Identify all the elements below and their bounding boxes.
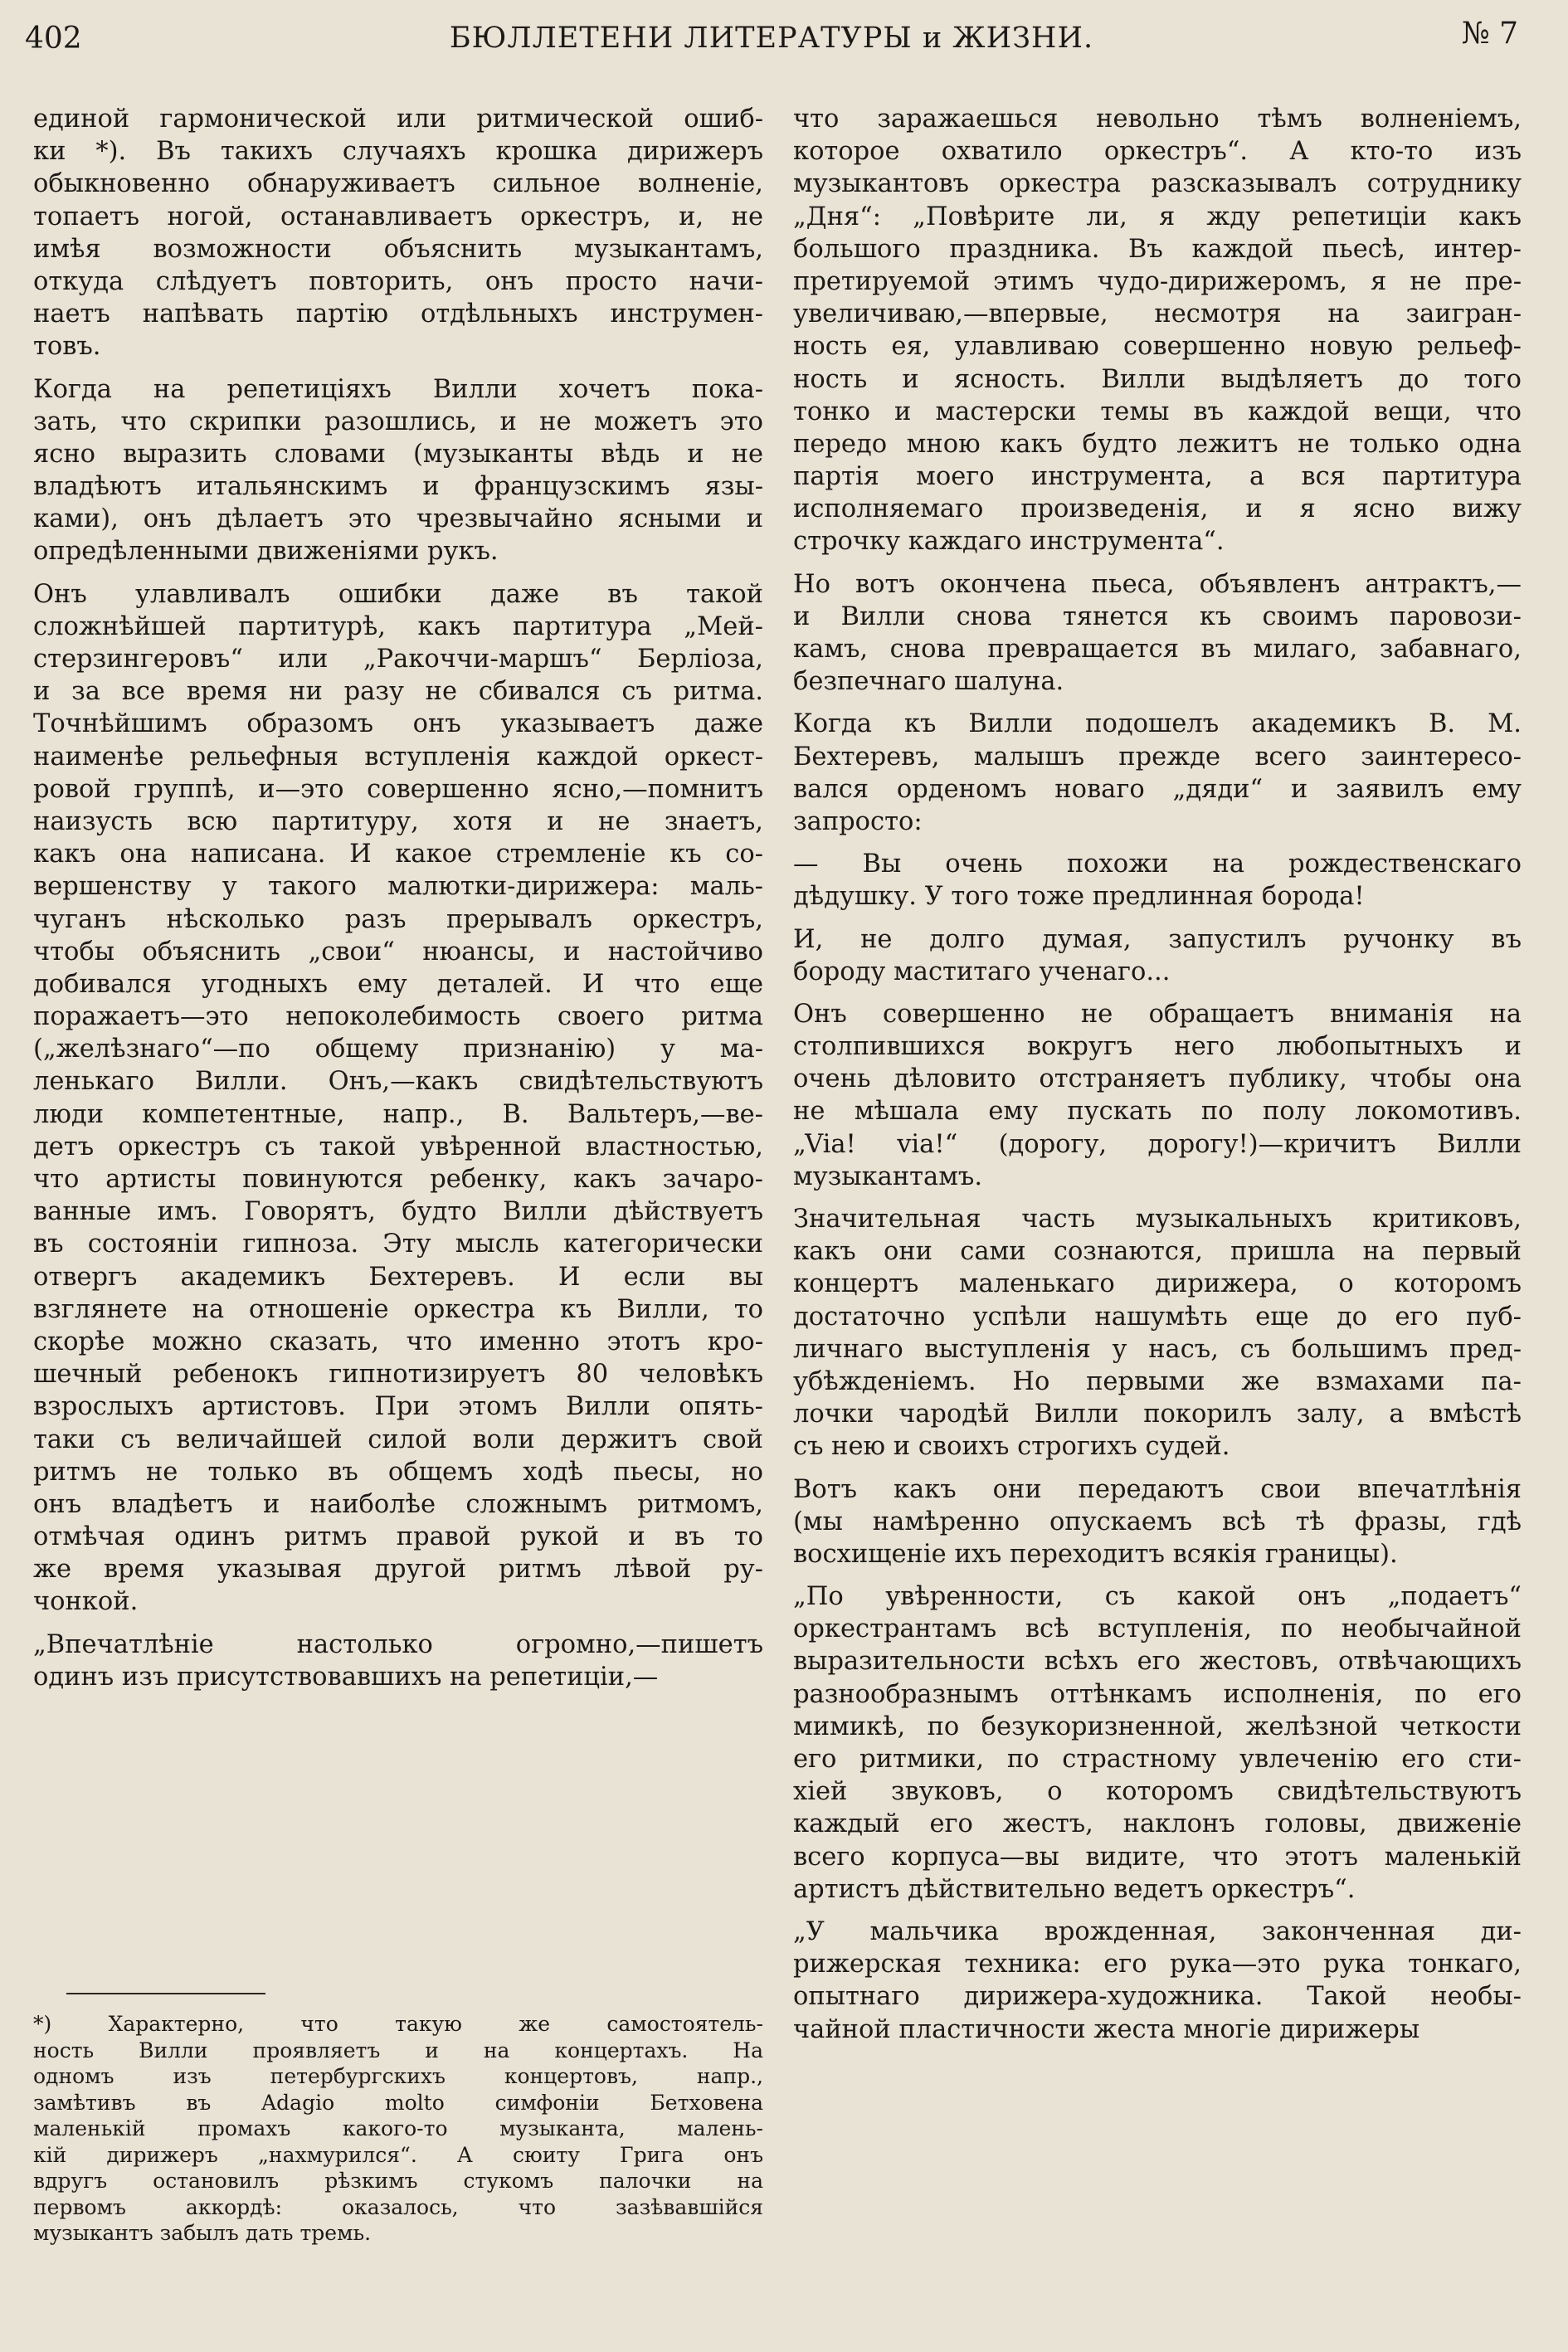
text-line: претируемой этимъ чудо-дирижеромъ, я не пре- (793, 266, 1522, 296)
text-line: и Вилли снова тянется къ своимъ паровози- (793, 601, 1522, 631)
text-line: И, не долго думая, запустилъ ручонку въ (793, 924, 1522, 954)
text-line: единой гармонической или ритмической ошиб- (33, 105, 763, 134)
text-line: хіей звуковъ, о которомъ свидѣтельствуютъ (793, 1777, 1522, 1807)
text-line: „У мальчика врожденная, законченная ди- (793, 1916, 1522, 1946)
text-line: дѣдушку. У того тоже предлинная борода! (793, 882, 1365, 912)
text-line: онъ владѣетъ и наиболѣе сложнымъ ритмомъ, (33, 1489, 763, 1519)
text-line: *) Характерно, что такую же самостоятель- (33, 2012, 763, 2036)
text-line: музыкантъ забылъ дать тремь. (33, 2221, 372, 2245)
text-line: его ритмики, по страстному увлеченію его сти- (793, 1745, 1522, 1774)
text-line: оркестрантамъ всѣ вступленія, по необычайной (793, 1614, 1522, 1644)
paragraph-gap (793, 1570, 1522, 1580)
text-line: чонкой. (33, 1587, 139, 1617)
text-line: вершенству у такого малютки-дирижера: маль- (33, 872, 763, 902)
text-line: опредѣленными движеніями рукъ. (33, 537, 499, 567)
text-line: столпившихся вокругъ него любопытныхъ и (793, 1032, 1522, 1062)
text-line: очень дѣловито отстраняетъ публику, чтобы она (793, 1064, 1522, 1094)
text-line: что заражаешься невольно тѣмъ волненіемъ, (793, 105, 1522, 134)
text-line: лочки чародѣй Вилли покорилъ залу, а вмѣстѣ (793, 1400, 1522, 1429)
paragraph-gap (793, 1463, 1522, 1473)
text-line: ки *). Въ такихъ случаяхъ крошка дирижеръ (33, 137, 763, 167)
text-line: „Via! via!“ (дорогу, дорогу!)—кричитъ Вилли (793, 1129, 1522, 1159)
text-line: въ состояніи гипноза. Эту мысль категорически (33, 1230, 763, 1259)
paragraph-gap (793, 988, 1522, 998)
text-line: убѣжденіемъ. Но первыми же взмахами па- (793, 1366, 1522, 1396)
text-line: поражаетъ—это непоколебимость своего ритма (33, 1002, 763, 1032)
text-line: какъ она написана. И какое стремленіе къ со- (33, 840, 763, 869)
text-line: тонко и мастерски темы въ каждой вещи, что (793, 397, 1522, 426)
text-line: товъ. (33, 332, 101, 362)
text-line: ность и ясность. Вилли выдѣляетъ до того (793, 364, 1522, 394)
text-line: музыкантовъ оркестра разсказывалъ сотруднику (793, 169, 1522, 199)
text-line: артистъ дѣйствительно ведетъ оркестръ“. (793, 1874, 1356, 1904)
text-line: одинъ изъ присутствовавшихъ на репетиціи,— (33, 1662, 659, 1692)
text-line: (мы намѣренно опускаемъ всѣ тѣ фразы, гдѣ (793, 1507, 1522, 1536)
text-line: взрослыхъ артистовъ. При этомъ Вилли опять- (33, 1392, 763, 1422)
text-line: Бехтеревъ, малышъ прежде всего заинтересо- (793, 742, 1522, 772)
text-line: ритмъ не только въ общемъ ходѣ пьесы, но (33, 1457, 763, 1487)
text-line: ность ея, улавливаю совершенно новую рельеф- (793, 332, 1522, 362)
paragraph-gap (793, 913, 1522, 923)
text-line: вался орденомъ новаго „дяди“ и заявилъ ему (793, 774, 1522, 804)
text-line: „По увѣренности, съ какой онъ „подаетъ“ (793, 1582, 1522, 1612)
text-line: Онъ совершенно не обращаетъ вниманія на (793, 999, 1522, 1029)
text-line: откуда слѣдуетъ повторить, онъ просто начи- (33, 266, 763, 296)
text-line: Когда къ Вилли подошелъ академикъ В. М. (793, 709, 1522, 739)
paragraph-gap (33, 1619, 763, 1629)
text-line: наименѣе рельефныя вступленія каждой оркест- (33, 742, 763, 772)
text-line: сложнѣйшей партитурѣ, какъ партитура „Мей- (33, 611, 763, 641)
text-line: чуганъ нѣсколько разъ прерывалъ оркестръ, (33, 904, 763, 934)
text-line: выразительности всѣхъ его жестовъ, отвѣчающихъ (793, 1647, 1522, 1677)
footnote-rule (66, 1993, 265, 1994)
text-line: кій дирижеръ „нахмурился“. А сюиту Грига онъ (33, 2142, 763, 2167)
paragraph-gap (33, 363, 763, 373)
text-line: не мѣшала ему пускать по полу локомотивъ. (793, 1097, 1522, 1127)
text-line: ровой группѣ, и—это совершенно ясно,—помнитъ (33, 774, 763, 804)
text-line: камъ, снова превращается въ милаго, забавнаго, (793, 635, 1522, 664)
text-line: Значительная часть музыкальныхъ критиковъ, (793, 1205, 1522, 1234)
running-header (25, 12, 1518, 70)
paragraph-gap (793, 558, 1522, 568)
text-line: обыкновенно обнаруживаетъ сильное волненіе, (33, 169, 763, 199)
text-line: строчку каждаго инструмента“. (793, 527, 1225, 557)
text-line: личнаго выступленія у насъ, съ большимъ пред- (793, 1334, 1522, 1364)
text-line: наизусть всю партитуру, хотя и не знаетъ, (33, 806, 763, 836)
text-line: — Вы очень похожи на рождественскаго (793, 850, 1522, 879)
text-line: владѣютъ итальянскимъ и французскимъ язы- (33, 472, 763, 502)
text-line: таки съ величайшей силой воли держитъ свой (33, 1424, 763, 1454)
text-line: стерзингеровъ“ или „Ракоччи-маршъ“ Берліоза, (33, 645, 763, 674)
text-line: ками), онъ дѣлаетъ это чрезвычайно ясными и (33, 504, 763, 534)
running-title: БЮЛЛЕТЕНИ ЛИТЕРАТУРЫ и ЖИЗНИ. (449, 22, 1094, 55)
text-line: безпечнаго шалуна. (793, 667, 1064, 697)
text-line: детъ оркестръ съ такой увѣренной властностью, (33, 1132, 763, 1161)
text-line: музыкантамъ. (793, 1161, 983, 1191)
paragraph-gap (793, 1906, 1522, 1916)
text-line: „Впечатлѣніе настолько огромно,—пишетъ (33, 1629, 763, 1659)
text-line: которое охватило оркестръ“. А кто-то изъ (793, 137, 1522, 167)
text-line: ясно выразить словами (музыканты вѣдь и не (33, 439, 763, 469)
text-line: Когда на репетиціяхъ Вилли хочетъ пока- (33, 374, 763, 404)
text-line: скорѣе можно сказать, что именно этотъ кро- (33, 1327, 763, 1356)
text-line: увеличиваю,—впервые, несмотря на заигран- (793, 299, 1522, 329)
text-line: Вотъ какъ они передаютъ свои впечатлѣнія (793, 1474, 1522, 1504)
text-line: замѣтивъ въ Adagio molto симфоніи Бетховена (33, 2090, 763, 2115)
text-line: чтобы объяснить „свои“ нюансы, и настойчиво (33, 937, 763, 967)
text-line: передо мною какъ будто лежитъ не только одна (793, 429, 1522, 459)
text-line: вдругъ остановилъ рѣзкимъ стукомъ палочки на (33, 2169, 763, 2193)
text-line: мимикѣ, по безукоризненной, желѣзной четкости (793, 1712, 1522, 1741)
text-line: зать, что скрипки разошлись, и не можетъ это (33, 407, 763, 436)
text-line: и за все время ни разу не сбивался съ ритма. (33, 677, 763, 707)
text-line: первомъ аккордѣ: оказалось, что зазѣвавшійся (33, 2194, 763, 2219)
text-line: партія моего инструмента, а вся партитура (793, 462, 1522, 492)
text-line: Онъ улавливалъ ошибки даже въ такой (33, 579, 763, 609)
text-line: взглянете на отношеніе оркестра къ Вилли, то (33, 1294, 763, 1324)
text-line: запросто: (793, 806, 923, 836)
text-line: разнообразнымъ оттѣнкамъ исполненія, по его (793, 1679, 1522, 1709)
text-line: ленькаго Вилли. Онъ,—какъ свидѣтельствуютъ (33, 1067, 763, 1097)
text-line: шечный ребенокъ гипнотизируетъ 80 человѣкъ (33, 1360, 763, 1390)
text-line: добивался угодныхъ ему деталей. И что еще (33, 969, 763, 999)
text-line: же время указывая другой ритмъ лѣвой ру- (33, 1555, 763, 1585)
text-line: топаетъ ногой, останавливаетъ оркестръ, и, не (33, 202, 763, 231)
text-line: одномъ изъ петербургскихъ концертовъ, напр., (33, 2064, 763, 2088)
text-line: исполняемаго произведенія, и я ясно вижу (793, 494, 1522, 524)
text-line: какъ они сами сознаются, пришла на первый (793, 1237, 1522, 1267)
text-line: наетъ напѣвать партію отдѣльныхъ инструмен- (33, 299, 763, 329)
right-column (793, 103, 1522, 2046)
text-line: Но вотъ окончена пьеса, объявленъ антрактъ,— (793, 569, 1522, 599)
text-line: рижерская техника: его рука—это рука тонкаго, (793, 1950, 1522, 1979)
footnote (33, 2011, 763, 2247)
text-line: концертъ маленькаго дирижера, о которомъ (793, 1269, 1522, 1299)
paragraph-gap (793, 698, 1522, 708)
left-column (33, 103, 763, 1693)
text-line: отмѣчая одинъ ритмъ правой рукой и въ то (33, 1522, 763, 1552)
text-line: всего корпуса—вы видите, что этотъ маленькій (793, 1842, 1522, 1872)
issue-number: № 7 (1461, 17, 1518, 51)
text-line: имѣя возможности объяснить музыкантамъ, (33, 234, 763, 264)
paragraph-gap (793, 1193, 1522, 1203)
paragraph-gap (33, 568, 763, 578)
text-line: („желѣзнаго“—по общему признанію) у ма- (33, 1035, 763, 1064)
text-line: люди компетентные, напр., В. Вальтеръ,—ве- (33, 1099, 763, 1129)
text-line: „Дня“: „Повѣрите ли, я жду репетиціи какъ (793, 202, 1522, 231)
text-line: отвергъ академикъ Бехтеревъ. И если вы (33, 1262, 763, 1292)
text-line: восхищеніе ихъ переходитъ всякія границы). (793, 1539, 1398, 1569)
text-line: съ нею и своихъ строгихъ судей. (793, 1432, 1230, 1462)
text-line: каждый его жестъ, наклонъ головы, движеніе (793, 1809, 1522, 1839)
text-line: опытнаго дирижера-художника. Такой необы- (793, 1982, 1522, 2012)
paragraph-gap (793, 838, 1522, 848)
text-line: что артисты повинуются ребенку, какъ зачаро- (33, 1165, 763, 1194)
text-line: большого праздника. Въ каждой пьесѣ, интер- (793, 234, 1522, 264)
text-line: Точнѣйшимъ образомъ онъ указываетъ даже (33, 709, 763, 739)
text-line: маленькій промахъ какого-то музыканта, малень- (33, 2116, 763, 2140)
page-number: 402 (25, 22, 82, 56)
text-line: достаточно успѣли нашумѣть еще до его пуб- (793, 1302, 1522, 1332)
text-line: ванные имъ. Говорятъ, будто Вилли дѣйствуетъ (33, 1197, 763, 1227)
text-line: чайной пластичности жеста многіе дирижеры (793, 2014, 1420, 2044)
text-line: ность Вилли проявляетъ и на концертахъ. На (33, 2038, 763, 2062)
text-line: бороду маститаго ученаго... (793, 957, 1171, 986)
